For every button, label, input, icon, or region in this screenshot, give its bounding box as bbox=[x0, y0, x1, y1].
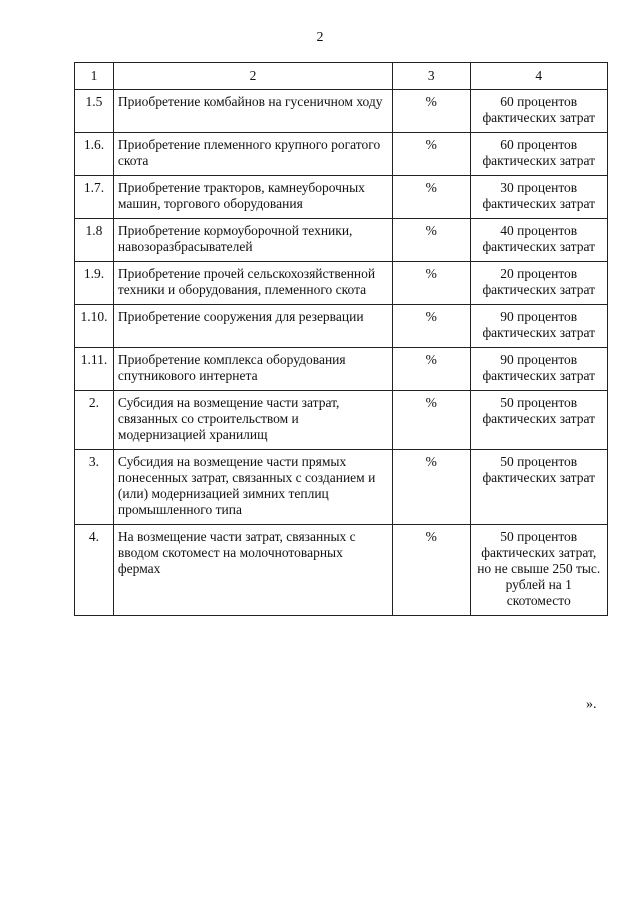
row-description: Приобретение кормоуборочной техники, навозоразбрасывателей bbox=[113, 219, 392, 262]
row-unit: % bbox=[393, 219, 470, 262]
row-number: 1.6. bbox=[75, 133, 114, 176]
row-description: Приобретение сооружения для резервации bbox=[113, 305, 392, 348]
row-number: 1.7. bbox=[75, 176, 114, 219]
row-number: 1.10. bbox=[75, 305, 114, 348]
row-number: 4. bbox=[75, 525, 114, 616]
row-value: 90 процентов фактических затрат bbox=[470, 305, 608, 348]
table-row bbox=[75, 176, 608, 219]
row-number: 1.9. bbox=[75, 262, 114, 305]
row-unit: % bbox=[393, 176, 470, 219]
page-number: 2 bbox=[316, 30, 324, 45]
row-value: 40 процентов фактических затрат bbox=[470, 219, 608, 262]
row-description: Приобретение прочей сельскохозяйственной техники и оборудования, племенного скота bbox=[113, 262, 392, 305]
table-header-row bbox=[75, 63, 608, 90]
row-number: 3. bbox=[75, 450, 114, 525]
row-description: Приобретение комбайнов на гусеничном ходу bbox=[113, 90, 392, 133]
row-unit: % bbox=[393, 133, 470, 176]
row-number: 2. bbox=[75, 391, 114, 450]
row-value: 50 процентов фактических затрат bbox=[470, 391, 608, 450]
row-unit: % bbox=[393, 525, 470, 616]
table-row bbox=[75, 133, 608, 176]
row-value: 60 процентов фактических затрат bbox=[470, 133, 608, 176]
row-description: Приобретение племенного крупного рогатого скота bbox=[113, 133, 392, 176]
column-header: 1 bbox=[75, 63, 114, 90]
row-value: 50 процентов фактических затрат bbox=[470, 450, 608, 525]
row-unit: % bbox=[393, 450, 470, 525]
row-unit: % bbox=[393, 305, 470, 348]
table-row bbox=[75, 219, 608, 262]
row-description: Субсидия на возмещение части затрат, связанных со строительством и модернизацией хранилищ bbox=[113, 391, 392, 450]
row-value: 30 процентов фактических затрат bbox=[470, 176, 608, 219]
row-unit: % bbox=[393, 90, 470, 133]
closing-quote: ». bbox=[586, 697, 597, 712]
table-row bbox=[75, 90, 608, 133]
row-number: 1.11. bbox=[75, 348, 114, 391]
row-value: 20 процентов фактических затрат bbox=[470, 262, 608, 305]
row-description: На возмещение части затрат, связанных с вводом скотомест на молочнотоварных фермах bbox=[113, 525, 392, 616]
row-description: Приобретение комплекса оборудования спутникового интернета bbox=[113, 348, 392, 391]
table-row bbox=[75, 262, 608, 305]
row-description: Субсидия на возмещение части прямых понесенных затрат, связанных с созданием и (или) модернизацией зимних теплиц промышленного типа bbox=[113, 450, 392, 525]
table-row bbox=[75, 305, 608, 348]
row-number: 1.5 bbox=[75, 90, 114, 133]
row-unit: % bbox=[393, 262, 470, 305]
row-value: 90 процентов фактических затрат bbox=[470, 348, 608, 391]
table-row bbox=[75, 391, 608, 450]
table-row bbox=[75, 525, 608, 616]
column-header: 3 bbox=[393, 63, 470, 90]
row-number: 1.8 bbox=[75, 219, 114, 262]
row-unit: % bbox=[393, 391, 470, 450]
table-row bbox=[75, 450, 608, 525]
column-header: 2 bbox=[113, 63, 392, 90]
subsidy-table bbox=[74, 62, 608, 616]
row-value: 60 процентов фактических затрат bbox=[470, 90, 608, 133]
row-value: 50 процентов фактических затрат, но не свыше 250 тыс. рублей на 1 скотоместо bbox=[470, 525, 608, 616]
row-unit: % bbox=[393, 348, 470, 391]
table-row bbox=[75, 348, 608, 391]
row-description: Приобретение тракторов, камнеуборочных машин, торгового оборудования bbox=[113, 176, 392, 219]
column-header: 4 bbox=[470, 63, 608, 90]
